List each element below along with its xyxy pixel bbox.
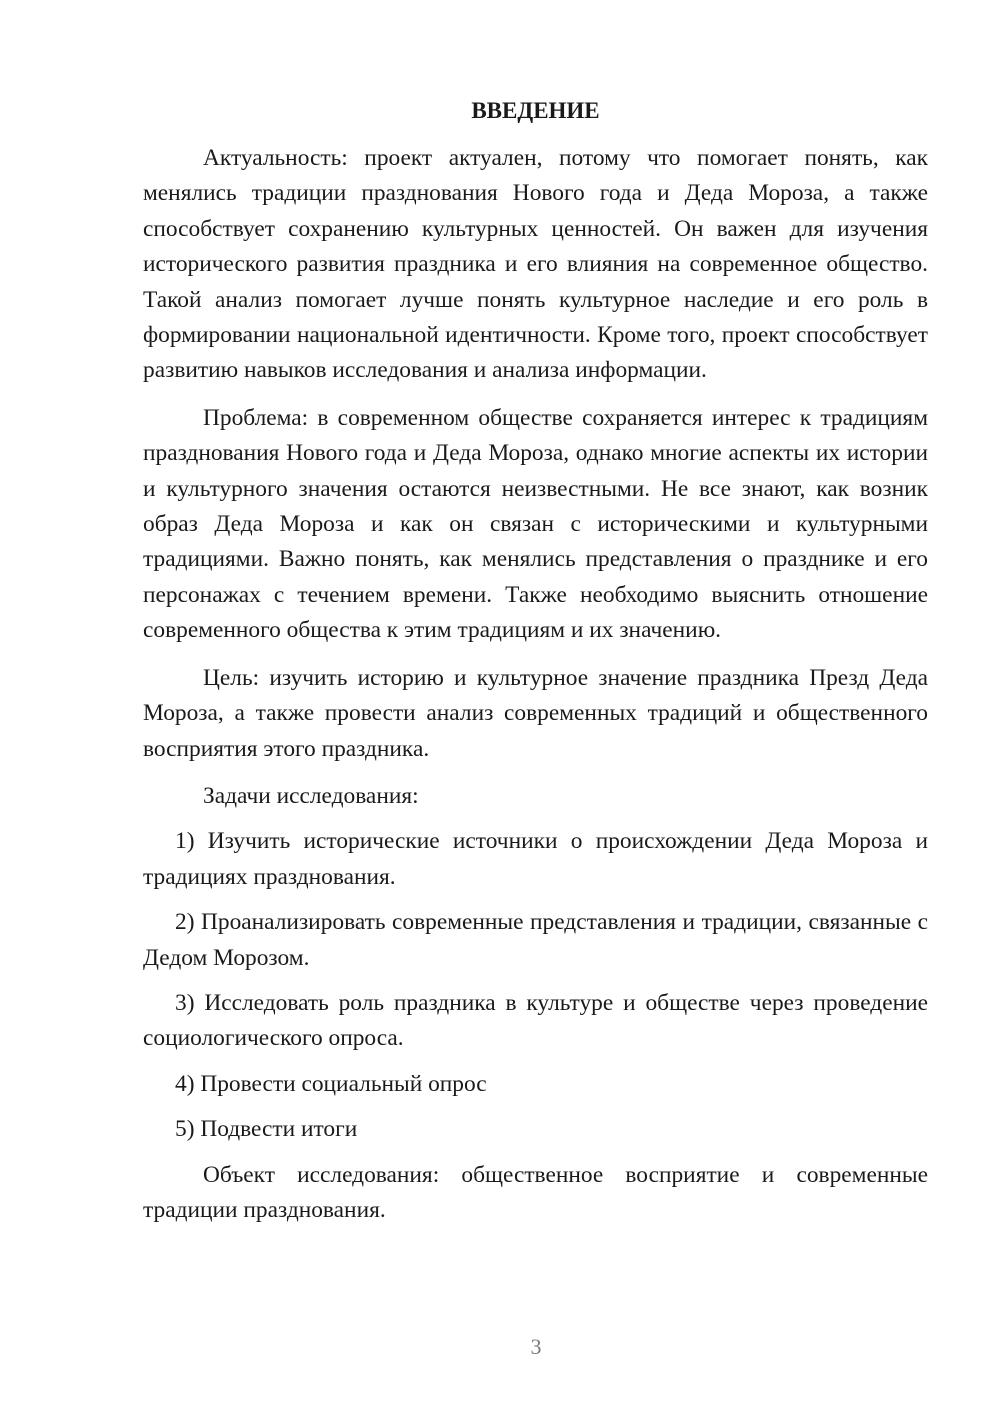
task-item: 5) Подвести итоги (175, 1116, 358, 1143)
problem-paragraph: Проблема: в современном обществе сохраняется интерес к традициям празднования Нового года и Деда Мороза, однако многие аспекты их истории и культурного значения остаются неизвестными. Не все знают, как возник образ Деда Мороза и как он связан с историческими и культурными традициями. Важно понять, как менялись представления о празднике и его персонажах с течением времени. Также необходимо выяснить отношение современного общества к этим традициям и их значению. (143, 404, 928, 644)
task-item: 1) Изучить исторические источники о происхождении Деда Мороза и традициях празднования. (143, 828, 928, 890)
task-item: 4) Провести социальный опрос (175, 1070, 487, 1097)
tasks-heading: Задачи исследования: (203, 782, 419, 809)
task-item: 2) Проанализировать современные представления и традиции, связанные с Дедом Морозом. (143, 909, 928, 971)
task-item: 3) Исследовать роль праздника в культуре и обществе через проведение социологического опроса. (143, 989, 928, 1052)
page-number: 3 (530, 1334, 542, 1359)
relevance-paragraph: Актуальность: проект актуален, потому что помогает понять, как менялись традиции празднования Нового года и Деда Мороза, а также способствует сохранению культурных ценностей. Он важен для изучения исторического развития праздника и его влияния на современное общество. Такой анализ помогает лучше понять культурное наследие и его роль в формировании национальной идентичности. Кроме того, проект способствует развитию навыков исследования и анализа информации. (143, 145, 928, 384)
object-paragraph: Объект исследования: общественное восприятие и современные традиции празднования. (143, 1161, 928, 1223)
document-body (143, 141, 928, 1240)
goal-paragraph: Цель: изучить историю и культурное значение праздника Презд Деда Мороза, а также провести анализ современных традиций и общественного восприятия этого праздника. (143, 664, 928, 762)
section-heading: ВВЕДЕНИЕ (471, 98, 600, 123)
